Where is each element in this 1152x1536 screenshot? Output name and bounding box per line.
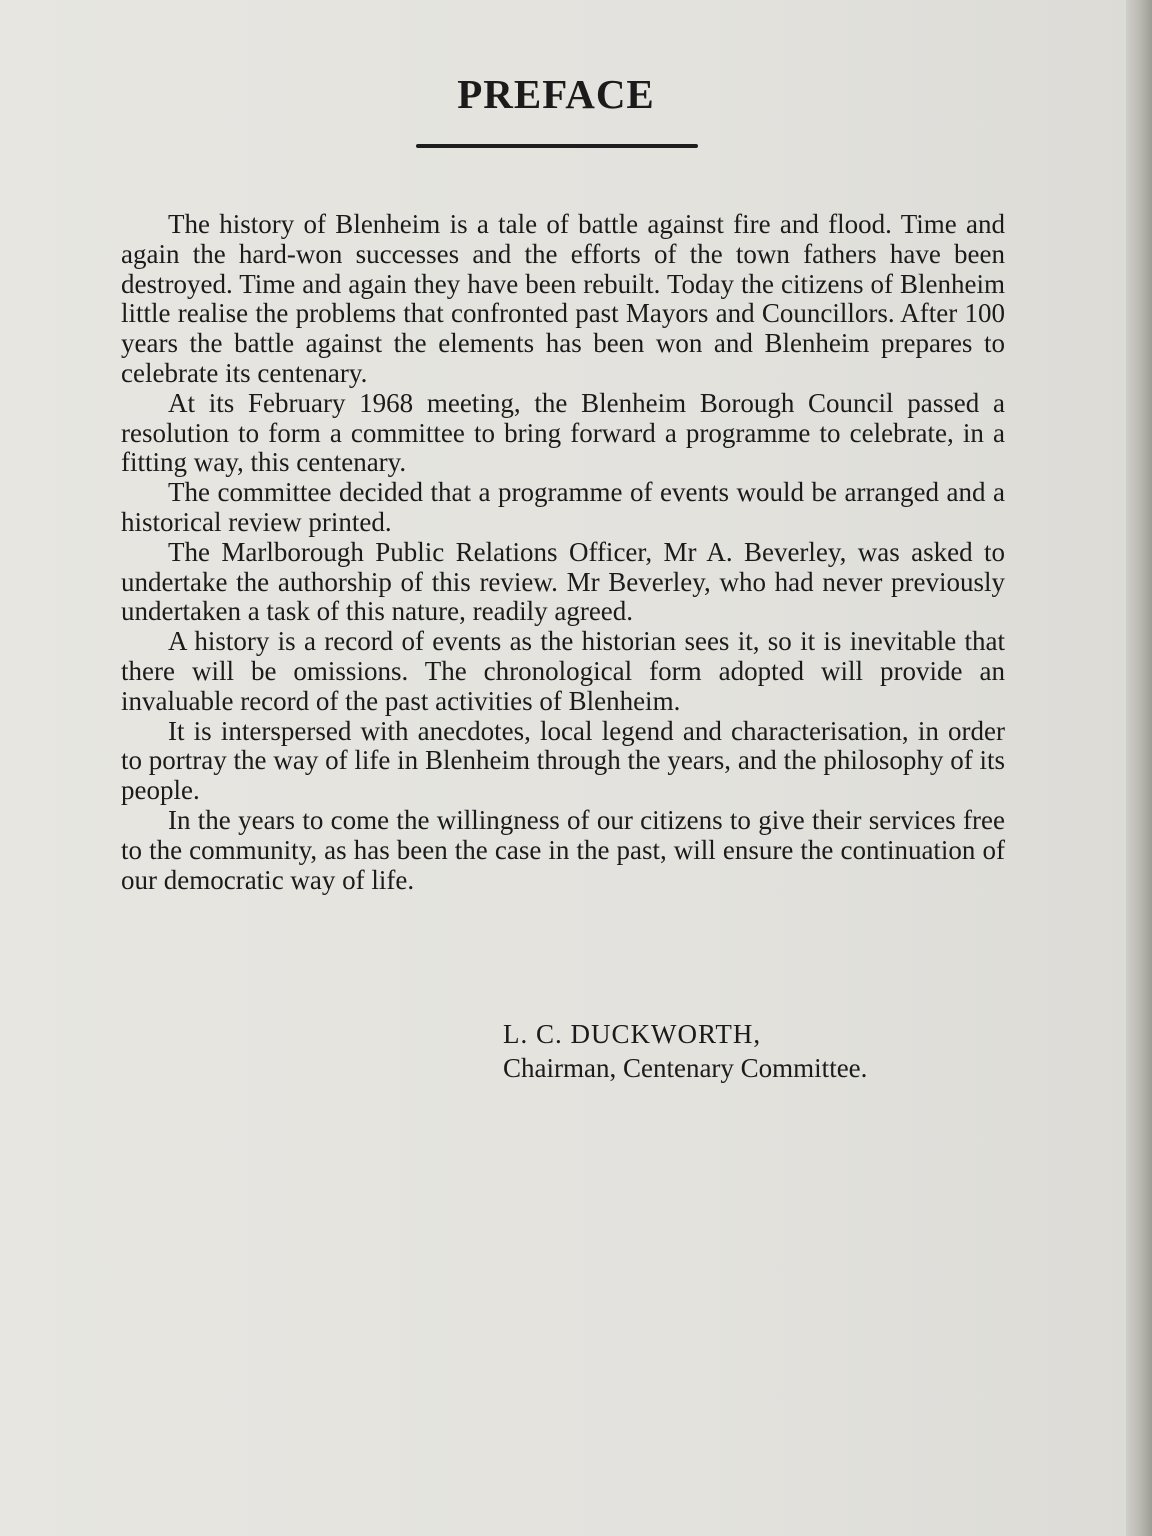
paragraph-2: At its February 1968 meeting, the Blenheim Borough Council passed a resolution to form a committee to bring forward a programme to celebrate, in a fitting way, this centenary.	[121, 387, 1005, 478]
paragraph-4: The Marlborough Public Relations Officer, Mr A. Beverley, was asked to undertake the authorship of this review. Mr Beverley, who had never previously undertaken a task of this nature, readily agreed.	[121, 536, 1005, 627]
signature-block	[503, 1017, 867, 1085]
paragraph-5: A history is a record of events as the historian sees it, so it is inevitable that there will be omissions. The chronological form adopted will provide an invaluable record of the past activities of Blenheim.	[121, 626, 1005, 716]
signatory-name: L. C. DUCKWORTH,	[503, 1019, 762, 1049]
paragraph-6: It is interspersed with anecdotes, local legend and characterisation, in order to portray the way of life in Blenheim through the years, and the philosophy of its people.	[121, 715, 1005, 806]
paragraph-1: The history of Blenheim is a tale of battle against fire and flood. Time and again the hard-won successes and the efforts of the town fathers have been destroyed. Time and again they have been rebuilt. Today the citizens of Blenheim little realise the problems that confronted past Mayors and Councillors. After 100 years the battle against the elements has been won and Blenheim prepares to celebrate its centenary.	[121, 209, 1005, 388]
paragraph-7: In the years to come the willingness of our citizens to give their services free to the community, as has been the case in the past, will ensure the continuation of our democratic way of life.	[121, 804, 1005, 895]
paragraph-3: The committee decided that a programme of events would be arranged and a historical review printed.	[121, 477, 1005, 537]
title-divider	[416, 144, 698, 148]
page-title: PREFACE	[457, 71, 655, 117]
preface-body	[121, 210, 1005, 895]
page-edge-shadow	[1126, 0, 1152, 1536]
signatory-role: Chairman, Centenary Committee.	[503, 1053, 868, 1083]
